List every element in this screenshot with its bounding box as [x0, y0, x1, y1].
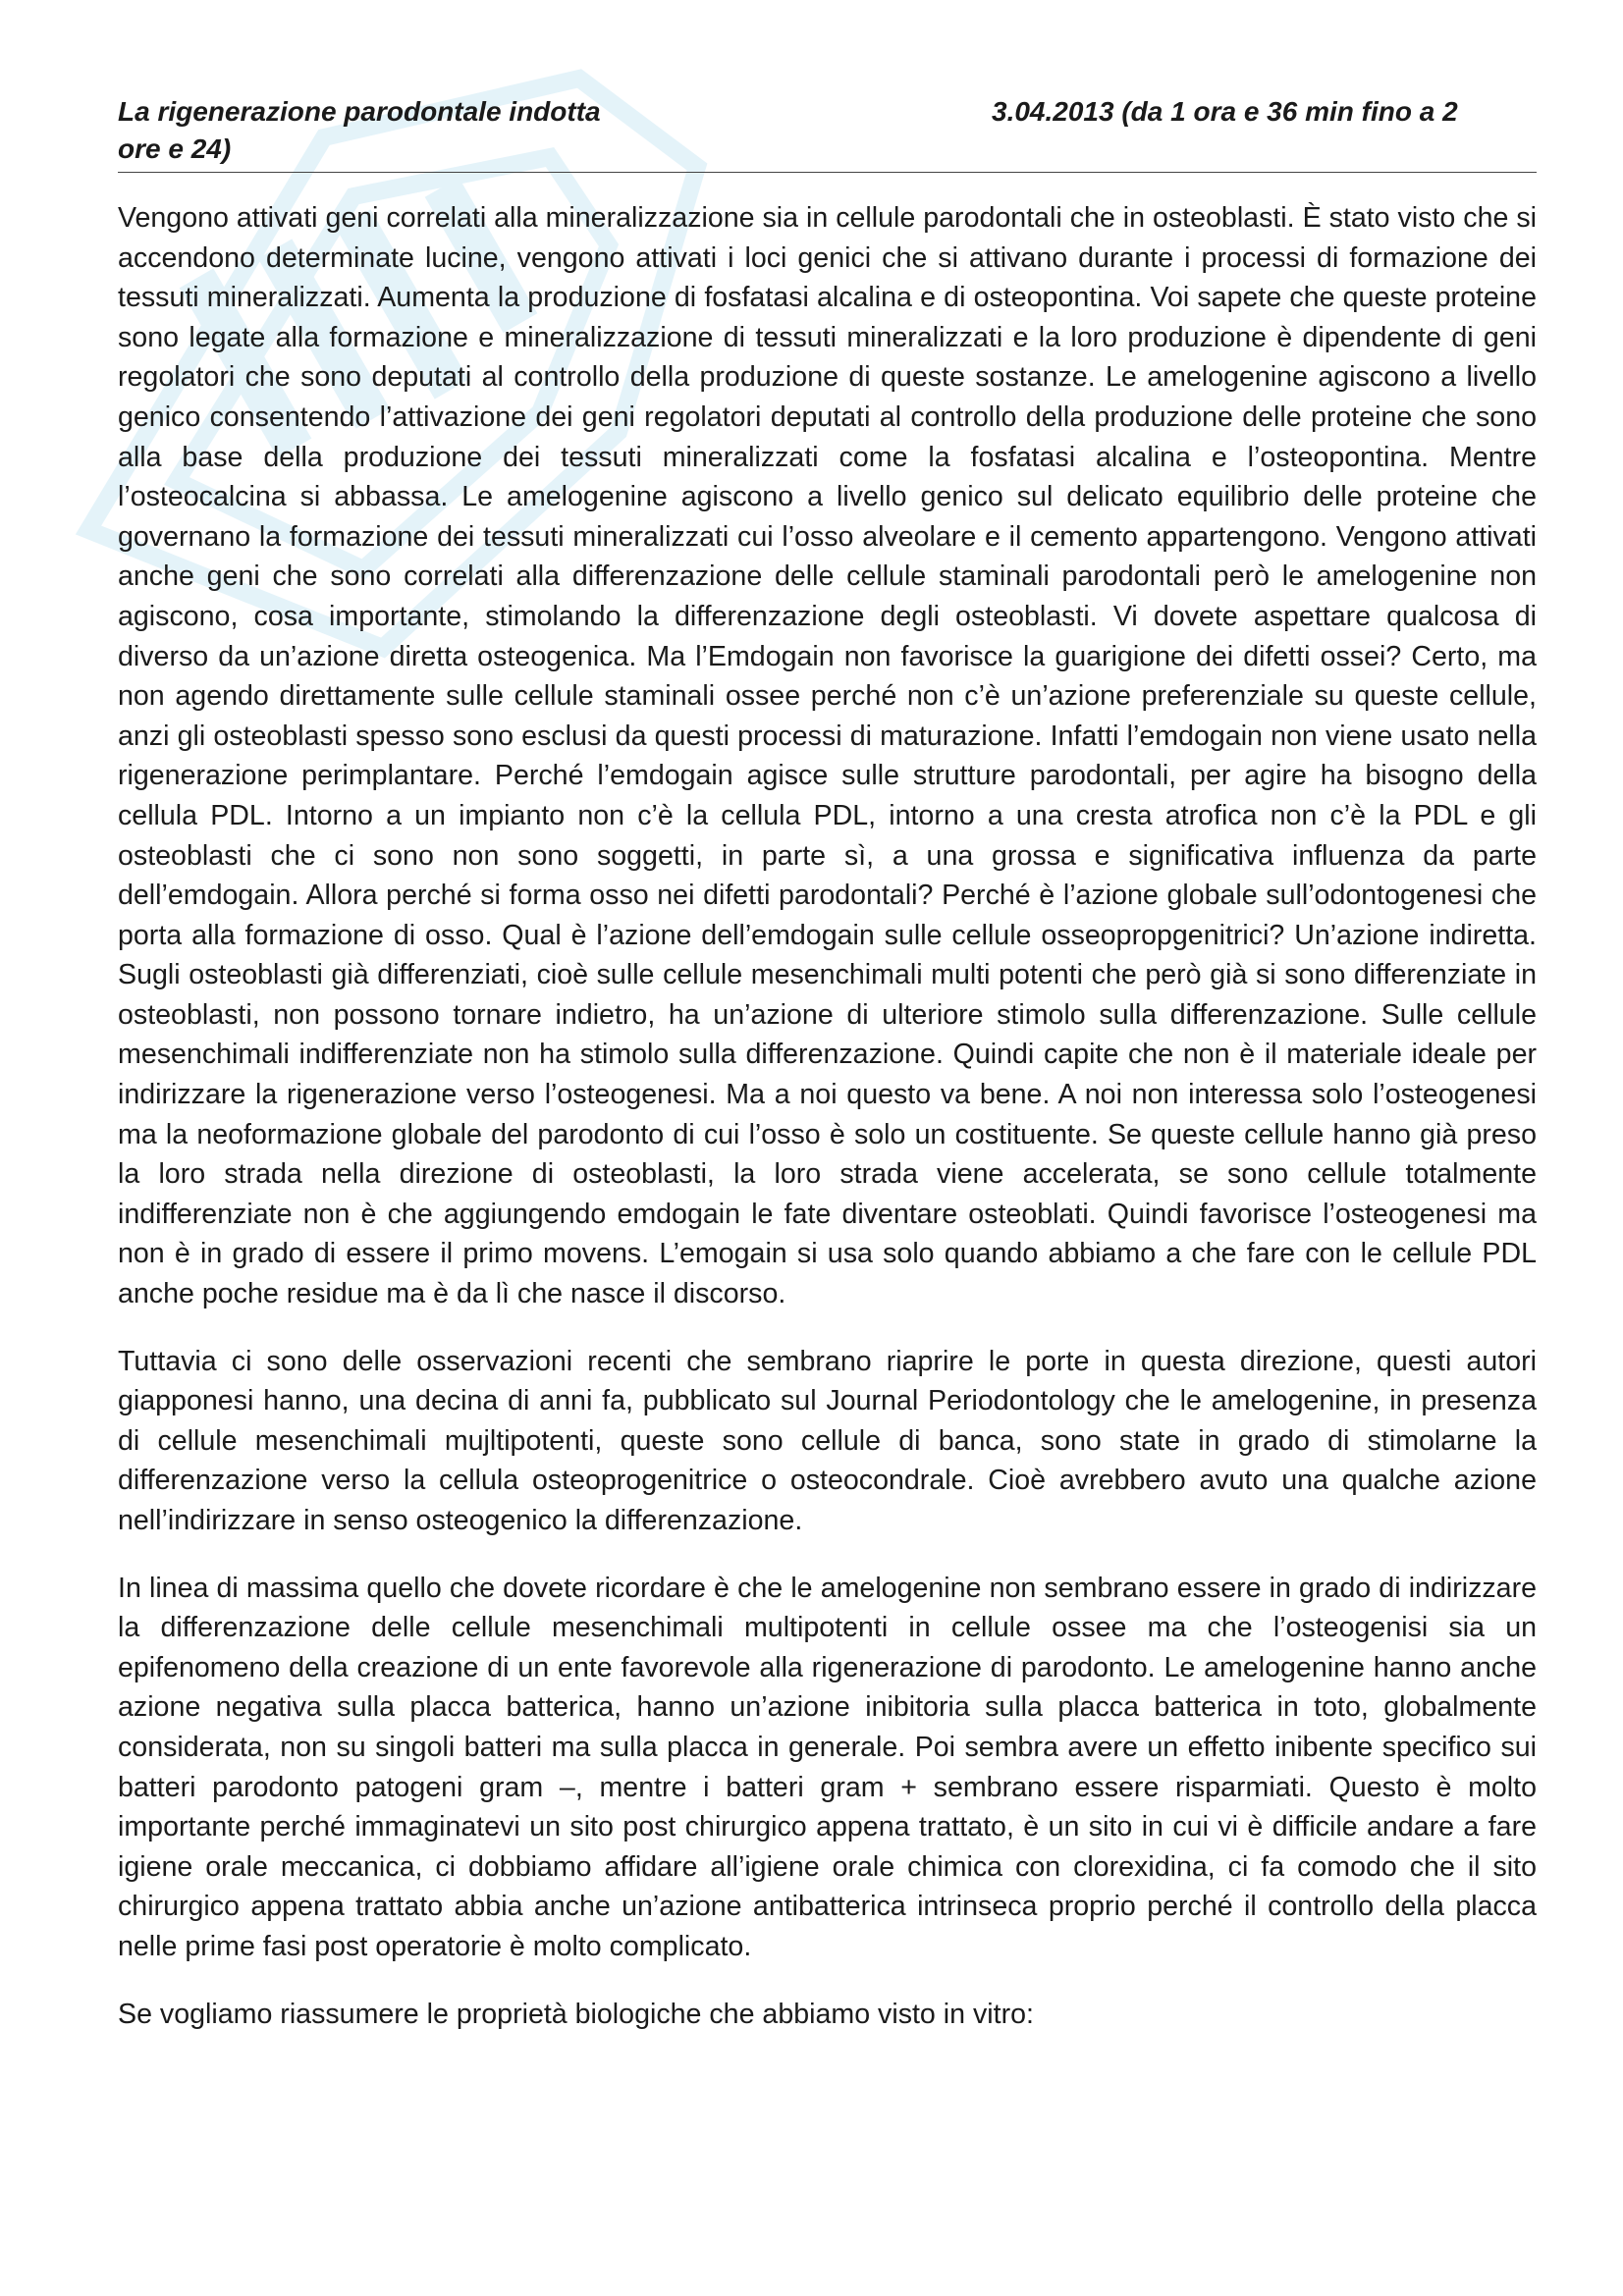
paragraph-2: Tuttavia ci sono delle osservazioni recenti che sembrano riaprire le porte in questa direzione, questi autori giapponesi hanno, una decina di anni fa, pubblicato sul Journal Periodontology che le amelogenine, in presenza di cellule mesenchimali mujltipotenti, queste sono cellule di banca, sono state in grado di stimolarne la differenzazione verso la cellula osteoprogenitrice o osteocondrale. Cioè avrebbero avuto una qualche azione nell’indirizzare in senso osteogenico la differenzazione. — [118, 1345, 1537, 1536]
paragraph-3: In linea di massima quello che dovete ricordare è che le amelogenine non sembrano essere in grado di indirizzare la differenzazione delle cellule mesenchimali multipotenti in cellule ossee ma che l’osteogenisi sia un epifenomeno della creazione di un ente favorevole alla rigenerazione di parodonto. Le amelogenine hanno anche azione negativa sulla placca batterica, hanno un’azione inibitoria sulla placca batterica in toto, globalmente considerata, non su singoli batteri ma sulla placca in generale. Poi sembra avere un effetto inibente specifico sui batteri parodonto patogeni gram –, mentre i batteri gram + sembrano essere risparmiati. Questo è molto importante perché immaginatevi un sito post chirurgico appena trattato, è un sito in cui vi è difficile andare a fare igiene orale meccanica, ci dobbiamo affidare all’igiene orale chimica con clorexidina, ci fa comodo che il sito chirurgico appena trattato abbia anche un’azione antibatterica intrinseca proprio perché il controllo della placca nelle prime fasi post operatorie è molto complicato. — [118, 1572, 1537, 1962]
page-header — [118, 93, 1537, 173]
document-body — [118, 198, 1537, 2034]
header-title: La rigenerazione parodontale indotta — [118, 96, 601, 127]
paragraph-4: Se vogliamo riassumere le proprietà biologiche che abbiamo visto in vitro: — [118, 1998, 1034, 2030]
document-page — [118, 93, 1537, 2061]
paragraph-1: Vengono attivati geni correlati alla mineralizzazione sia in cellule parodontali che in osteoblasti. È stato visto che si accendono determinate lucine, vengono attivati i loci genici che si attivano durante i processi di formazione dei tessuti mineralizzati. Aumenta la produzione di fosfatasi alcalina e di osteopontina. Voi sapete che queste proteine sono legate alla formazione e mineralizzazione di tessuti mineralizzati e la loro produzione è dipendente di geni regolatori che sono deputati al controllo della produzione di queste sostanze. Le amelogenine agiscono a livello genico consentendo l’attivazione dei geni regolatori deputati al controllo della produzione delle proteine che sono alla base della produzione dei tessuti mineralizzati come la fosfatasi alcalina e l’osteopontina. Mentre l’osteocalcina si abbassa. Le amelogenine agiscono a livello genico sul delicato equilibrio delle proteine che governano la formazione dei tessuti mineralizzati cui l’osso alveolare e il cemento appartengono. Vengono attivati anche geni che sono correlati alla differenzazione delle cellule staminali parodontali però le amelogenine non agiscono, cosa importante, stimolando la differenzazione degli osteoblasti. Vi dovete aspettare qualcosa di diverso da un’azione diretta osteogenica. Ma l’Emdogain non favorisce la guarigione dei difetti ossei? Certo, ma non agendo direttamente sulle cellule staminali ossee perché non c’è un’azione preferenziale su queste cellule, anzi gli osteoblasti spesso sono esclusi da questi processi di maturazione. Infatti l’emdogain non viene usato nella rigenerazione perimplantare. Perché l’emdogain agisce sulle strutture parodontali, per agire ha bisogno della cellula PDL. Intorno a un impianto non c’è la cellula PDL, intorno a una cresta atrofica non c’è la PDL e gli osteoblasti che ci sono non sono soggetti, in parte sì, a una grossa e significativa influenza da parte dell’emdogain. Allora perché si forma osso nei difetti parodontali? Perché è l’azione globale sull’odontogenesi che porta alla formazione di osso. Qual è l’azione dell’emdogain sulle cellule osseopropgenitrici? Un’azione indiretta. Sugli osteoblasti già differenziati, cioè sulle cellule mesenchimali multi potenti che però già si sono differenziate in osteoblasti, non possono tornare indietro, ha un’azione di ulteriore stimolo sulla differenzazione. Sulle cellule mesenchimali indifferenziate non ha stimolo sulla differenzazione. Quindi capite che non è il materiale ideale per indirizzare la rigenerazione verso l’osteogenesi. Ma a noi questo va bene. A noi non interessa solo l’osteogenesi ma la neoformazione globale del parodonto di cui l’osso è solo un costituente. Se queste cellule hanno già preso la loro strada nella direzione di osteoblasti, la loro strada viene accelerata, se sono cellule totalmente indifferenziate non è che aggiungendo emdogain le fate diventare osteoblati. Quindi favorisce l’osteogenesi ma non è in grado di essere il primo movens. L’emogain si usa solo quando abbiamo a che fare con le cellule PDL anche poche residue ma è da lì che nasce il discorso. — [118, 202, 1537, 1310]
header-title-continuation: ore e 24) — [118, 133, 232, 164]
header-date: 3.04.2013 (da 1 ora e 36 min fino a 2 — [992, 96, 1458, 127]
